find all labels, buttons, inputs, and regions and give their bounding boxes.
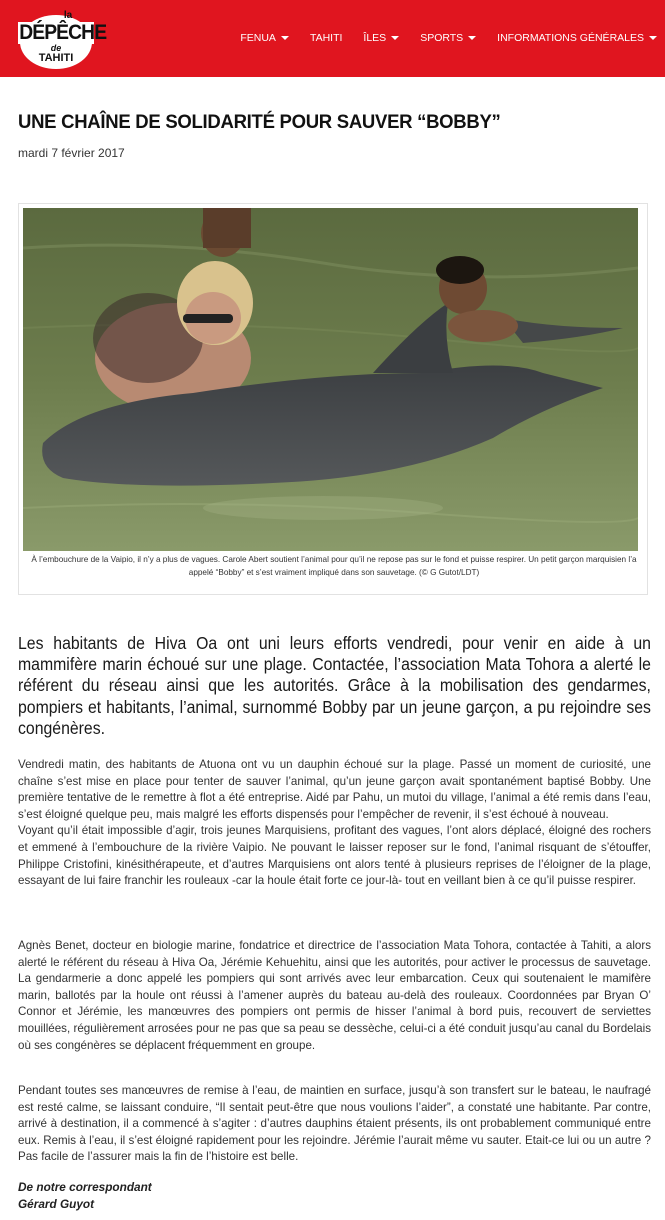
article-byline	[18, 1179, 152, 1213]
logo-main: DÉPÊCHE	[19, 21, 107, 44]
photo-caption: À l’embouchure de la Vaipio, il n’y a plus de vagues. Carole Abert soutient l’animal pour qu’il ne repose pas sur le fond et puisse respirer. Un petit garçon marquisien l’a appelé “Bobby” et s’est vraiment impliqué dans son sauvetage. (© G Gutot/LDT)	[31, 555, 637, 577]
paragraph-text: Voyant qu’il était impossible d’agir, trois jeunes Marquisiens, profitant des vagues, l’ont alors déplacé, éloigné des rochers et emmené à l’embouchure de la rivière Vaipio. Ne pouvant le laisser reposer sur le fond, l’animal risquant de s’étouffer, Philippe Cristofini, kinésithérapeute, et d’autres Marquisiens ont alors tenté à plusieurs reprises de l’éloigner de la plage, essayant de lui faire franchir les rouleaux -car la houle était forte ce jour-là- tout en veillant bien à ce qu’il puisse respirer.	[18, 824, 651, 888]
site-logo[interactable]	[16, 8, 107, 70]
dolphin-rescue-photo	[23, 208, 638, 551]
logo-la: la	[63, 10, 73, 21]
nav-item-iles[interactable]	[363, 30, 399, 46]
article-photo[interactable]	[23, 208, 638, 551]
nav-label: ÎLES	[363, 32, 387, 44]
caret-down-icon	[468, 36, 476, 40]
article-date: mardi 7 février 2017	[18, 146, 125, 160]
article-lead: Les habitants de Hiva Oa ont uni leurs efforts vendredi, pour venir en aide à un mammifère marin échoué sur une plage. Contactée, l’association Mata Tohora a alerté le référent du réseau ainsi que les autorités. Grâce à la mobilisation des gendarmes, pompiers et habitants, l’animal, surnommé Bobby par un jeune garçon, a pu rejoindre ses congénères.	[18, 633, 651, 738]
article-paragraph-2: Agnès Benet, docteur en biologie marine, fondatrice et directrice de l’association Mata Tohora, contactée à Tahiti, a alors alerté le référent du réseau à Hiva Oa, Jérémie Kehuehitu, ainsi que les autorités, pour activer le processus de sauvetage. La gendarmerie a donc appelé les pompiers qui sont arrivés avec leur embarcation. Ceux qui soutenaient le mamifère marin, ballotés par la houle ont réussi à l’amener auprès du bateau au-delà des rouleaux. Coordonnées par Bryan O’ Connor et Jérémie, les manœuvres des pompiers ont permis de hisser l’animal à bord puis, recouvert de serviettes mouillées, régulièrement arrosées pour ne pas que sa peau se dessèche, celui-ci a été conduit jusqu’au canal du Bordelais où ses congénères se déplacent fréquemment en groupe.	[18, 939, 651, 1052]
nav-label: SPORTS	[420, 32, 464, 44]
nav-item-tahiti[interactable]	[310, 30, 342, 46]
article-paragraph-3: Pendant toutes ses manœuvres de remise à l’eau, de maintien en surface, jusqu’à son transfert sur le bateau, le naufragé est resté calme, se laissant conduire, “Il sentait peut-être que nous voulions l’aider”, a constaté une habitante. Par contre, arrivé à destination, il a commencé à s’agiter : d’autres dauphins étaient présents, ils ont probablement communiqué entre eux. Remis à l’eau, il s’est éloigné rapidement pour les rejoindre. Jérémie l’aurait même vu sauter. Etait-ce lui ou un autre ? Pas facile de l’assurer mais la fin de l’histoire est belle.	[18, 1084, 651, 1164]
caret-down-icon	[649, 36, 657, 40]
logo-tahiti: TAHITI	[38, 52, 74, 64]
nav-label: TAHITI	[309, 32, 343, 44]
paragraph-text: Vendredi matin, des habitants de Atuona ont vu un dauphin échoué sur la plage. Passé un moment de curiosité, une chaîne s’est mise en place pour tenter de sauver l’animal, qu’un jeune garçon avait spontanément baptisé Bobby. Une première tentative de le remettre à flot a été entreprise. Aidé par Pahu, un mutoi du village, l’animal a été remis dans l’eau, s’est éloigné quelque peu, mais malgré les efforts dispensés pour l’empêcher de revenir, il s’est échoué à nouveau.	[18, 758, 651, 821]
logo-de: de	[50, 43, 62, 53]
nav-item-sports[interactable]	[420, 30, 476, 46]
caret-down-icon	[391, 36, 399, 40]
article-paragraph-1	[18, 757, 651, 890]
byline-role: De notre correspondant	[18, 1180, 152, 1194]
nav-label: INFORMATIONS GÉNÉRALES	[497, 32, 644, 44]
nav-label: FENUA	[240, 32, 276, 44]
nav-item-informations-generales[interactable]	[497, 30, 657, 46]
nav-item-fenua[interactable]	[240, 30, 289, 46]
article-title: UNE CHAÎNE DE SOLIDARITÉ POUR SAUVER “BOBBY”	[18, 111, 501, 133]
byline-author: Gérard Guyot	[18, 1197, 95, 1211]
site-header	[0, 0, 665, 77]
main-nav	[219, 30, 657, 46]
caret-down-icon	[281, 36, 289, 40]
article-figure	[18, 203, 648, 595]
